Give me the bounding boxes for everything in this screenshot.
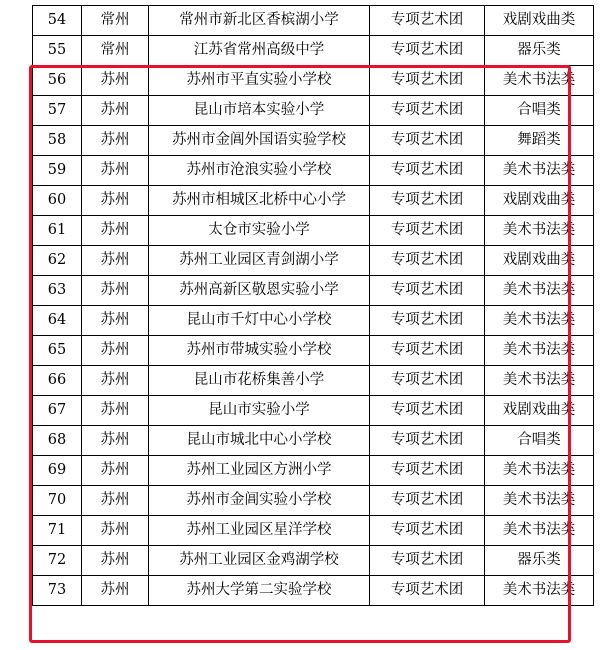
cell-category: 美术书法类: [485, 576, 594, 606]
table-row: [33, 156, 594, 186]
cell-category: 器乐类: [485, 546, 594, 576]
cell-city: 苏州: [82, 66, 149, 96]
cell-category: 戏剧戏曲类: [485, 186, 594, 216]
cell-school-name: 昆山市城北中心小学校: [149, 426, 370, 456]
cell-category: 戏剧戏曲类: [485, 396, 594, 426]
cell-school-name: 苏州市金阊实验小学校: [149, 486, 370, 516]
cell-category: 美术书法类: [485, 456, 594, 486]
cell-index: 54: [33, 6, 82, 36]
cell-category: 器乐类: [485, 36, 594, 66]
table-row: [33, 66, 594, 96]
table-row: [33, 276, 594, 306]
cell-school-name: 苏州市平直实验小学校: [149, 66, 370, 96]
school-list-table: [32, 5, 594, 606]
table-row: [33, 126, 594, 156]
cell-program: 专项艺术团: [370, 276, 485, 306]
cell-index: 64: [33, 306, 82, 336]
cell-category: 美术书法类: [485, 336, 594, 366]
cell-category: 合唱类: [485, 96, 594, 126]
cell-program: 专项艺术团: [370, 426, 485, 456]
cell-category: 戏剧戏曲类: [485, 6, 594, 36]
cell-category: 戏剧戏曲类: [485, 246, 594, 276]
table-row: [33, 186, 594, 216]
cell-index: 58: [33, 126, 82, 156]
cell-city: 苏州: [82, 336, 149, 366]
table-body: [33, 6, 594, 606]
cell-city: 苏州: [82, 126, 149, 156]
cell-city: 苏州: [82, 186, 149, 216]
cell-program: 专项艺术团: [370, 96, 485, 126]
cell-index: 67: [33, 396, 82, 426]
cell-program: 专项艺术团: [370, 486, 485, 516]
table-row: [33, 426, 594, 456]
cell-program: 专项艺术团: [370, 396, 485, 426]
cell-index: 70: [33, 486, 82, 516]
cell-index: 65: [33, 336, 82, 366]
cell-index: 69: [33, 456, 82, 486]
cell-school-name: 苏州市带城实验小学校: [149, 336, 370, 366]
cell-school-name: 苏州工业园区方洲小学: [149, 456, 370, 486]
table-row: [33, 456, 594, 486]
cell-program: 专项艺术团: [370, 366, 485, 396]
cell-school-name: 常州市新北区香槟湖小学: [149, 6, 370, 36]
cell-school-name: 苏州市金阊外国语实验学校: [149, 126, 370, 156]
cell-index: 66: [33, 366, 82, 396]
cell-school-name: 苏州工业园区星洋学校: [149, 516, 370, 546]
cell-index: 73: [33, 576, 82, 606]
cell-school-name: 苏州大学第二实验学校: [149, 576, 370, 606]
table-row: [33, 486, 594, 516]
cell-category: 美术书法类: [485, 516, 594, 546]
cell-school-name: 苏州工业园区金鸡湖学校: [149, 546, 370, 576]
cell-category: 美术书法类: [485, 306, 594, 336]
cell-school-name: 昆山市实验小学: [149, 396, 370, 426]
cell-index: 57: [33, 96, 82, 126]
cell-index: 71: [33, 516, 82, 546]
cell-city: 苏州: [82, 246, 149, 276]
cell-program: 专项艺术团: [370, 216, 485, 246]
cell-city: 苏州: [82, 306, 149, 336]
cell-city: 苏州: [82, 276, 149, 306]
cell-school-name: 昆山市培本实验小学: [149, 96, 370, 126]
cell-program: 专项艺术团: [370, 516, 485, 546]
cell-index: 68: [33, 426, 82, 456]
cell-category: 舞蹈类: [485, 126, 594, 156]
cell-category: 美术书法类: [485, 66, 594, 96]
cell-program: 专项艺术团: [370, 186, 485, 216]
table-row: [33, 6, 594, 36]
cell-program: 专项艺术团: [370, 336, 485, 366]
cell-program: 专项艺术团: [370, 66, 485, 96]
table-row: [33, 516, 594, 546]
cell-category: 美术书法类: [485, 276, 594, 306]
table-row: [33, 366, 594, 396]
cell-category: 美术书法类: [485, 486, 594, 516]
cell-city: 常州: [82, 36, 149, 66]
cell-program: 专项艺术团: [370, 36, 485, 66]
cell-program: 专项艺术团: [370, 246, 485, 276]
cell-index: 56: [33, 66, 82, 96]
cell-city: 苏州: [82, 156, 149, 186]
cell-index: 61: [33, 216, 82, 246]
cell-city: 苏州: [82, 426, 149, 456]
table-row: [33, 396, 594, 426]
cell-school-name: 苏州市沧浪实验小学校: [149, 156, 370, 186]
cell-city: 苏州: [82, 366, 149, 396]
cell-city: 苏州: [82, 486, 149, 516]
cell-program: 专项艺术团: [370, 576, 485, 606]
table-row: [33, 546, 594, 576]
table-row: [33, 246, 594, 276]
table-row: [33, 336, 594, 366]
cell-index: 62: [33, 246, 82, 276]
cell-city: 苏州: [82, 516, 149, 546]
cell-city: 苏州: [82, 396, 149, 426]
cell-school-name: 苏州高新区敬恩实验小学: [149, 276, 370, 306]
cell-program: 专项艺术团: [370, 126, 485, 156]
cell-school-name: 昆山市花桥集善小学: [149, 366, 370, 396]
table-row: [33, 216, 594, 246]
cell-index: 63: [33, 276, 82, 306]
cell-school-name: 江苏省常州高级中学: [149, 36, 370, 66]
cell-city: 苏州: [82, 96, 149, 126]
cell-school-name: 苏州工业园区青剑湖小学: [149, 246, 370, 276]
cell-category: 美术书法类: [485, 156, 594, 186]
cell-index: 59: [33, 156, 82, 186]
table-row: [33, 96, 594, 126]
cell-program: 专项艺术团: [370, 306, 485, 336]
cell-school-name: 昆山市千灯中心小学校: [149, 306, 370, 336]
table-row: [33, 36, 594, 66]
cell-program: 专项艺术团: [370, 6, 485, 36]
cell-city: 苏州: [82, 216, 149, 246]
cell-city: 常州: [82, 6, 149, 36]
table-row: [33, 306, 594, 336]
cell-program: 专项艺术团: [370, 546, 485, 576]
cell-index: 60: [33, 186, 82, 216]
cell-school-name: 苏州市相城区北桥中心小学: [149, 186, 370, 216]
cell-category: 美术书法类: [485, 216, 594, 246]
cell-city: 苏州: [82, 576, 149, 606]
cell-index: 55: [33, 36, 82, 66]
cell-city: 苏州: [82, 456, 149, 486]
cell-school-name: 太仓市实验小学: [149, 216, 370, 246]
cell-city: 苏州: [82, 546, 149, 576]
cell-program: 专项艺术团: [370, 156, 485, 186]
cell-program: 专项艺术团: [370, 456, 485, 486]
cell-category: 美术书法类: [485, 366, 594, 396]
cell-index: 72: [33, 546, 82, 576]
table-row: [33, 576, 594, 606]
cell-category: 合唱类: [485, 426, 594, 456]
